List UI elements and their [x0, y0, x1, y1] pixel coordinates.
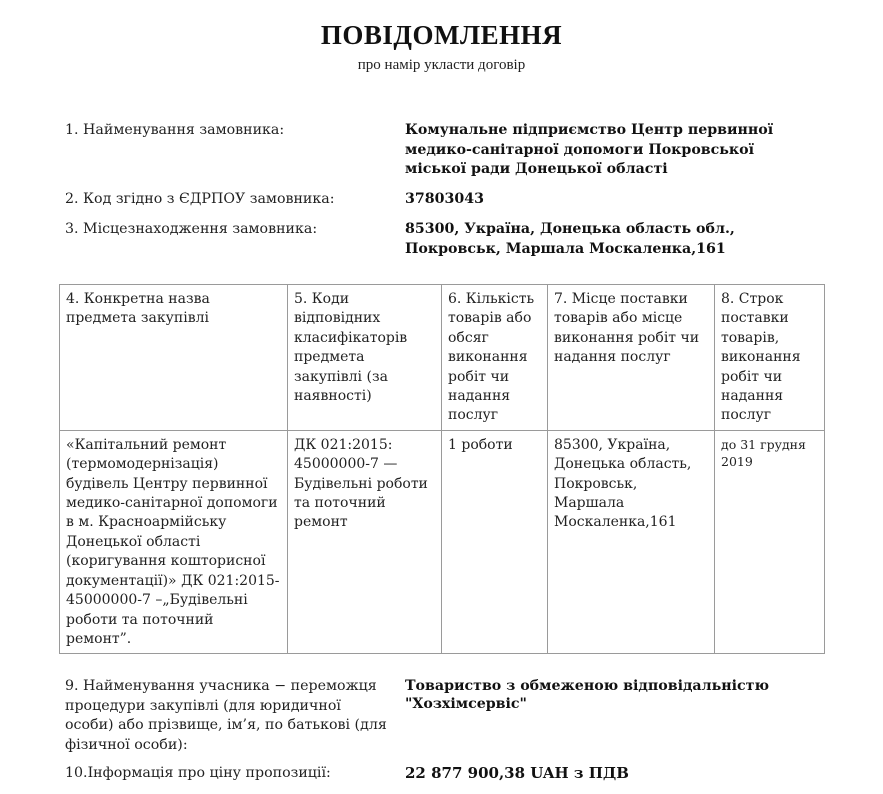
edrpou-value: 37803043: [405, 191, 484, 207]
winner-label: 9. Найменування учасника − переможця процедури закупівлі (для юридичної особи) або прізвище, ім’я, по батькові (для фізичної особи):: [65, 678, 387, 753]
cell-place: 85300, Україна, Донецька область, Покровськ, Маршала Москаленка,161: [548, 430, 715, 653]
cell-codes: ДК 021:2015: 45000000-7 — Будівельні роботи та поточний ремонт: [288, 430, 442, 653]
price-label: 10.Інформація про ціну пропозиції:: [65, 765, 331, 781]
header-quantity: 6. Кількість товарів або обсяг виконання робіт чи надання послуг: [442, 285, 548, 431]
cell-term: до 31 грудня 2019: [715, 430, 825, 653]
document-subtitle: про намір укласти договір: [357, 57, 526, 73]
cell-subject: «Капітальний ремонт (термомодернізація) будівель Центру первинної медико-санітарної допомоги в м. Красноармійську Донецької області (коригування кошторисної документації)» ДК 021:2015-45000000-7 –„Будівельні роботи та поточний ремонт”.: [60, 430, 288, 653]
header-subject: 4. Конкретна назва предмета закупівлі: [60, 285, 288, 431]
table-header-row: [60, 285, 825, 431]
header-term: 8. Строк поставки товарів, виконання робіт чи надання послуг: [715, 285, 825, 431]
customer-name-label: 1. Найменування замовника:: [65, 122, 285, 138]
header-place: 7. Місце поставки товарів або місце виконання робіт чи надання послуг: [548, 285, 715, 431]
customer-name-value: Комунальне підприємство Центр первинної медико-санітарної допомоги Покровської міської ради Донецької області: [405, 122, 774, 177]
location-value: 85300, Україна, Донецька область обл., Покровськ, Маршала Москаленка,161: [405, 221, 735, 257]
header-codes: 5. Коди відповідних класифікаторів предмета закупівлі (за наявності): [288, 285, 442, 431]
cell-quantity: 1 роботи: [442, 430, 548, 653]
document-title: ПОВІДОМЛЕННЯ: [320, 20, 563, 50]
price-value: 22 877 900,38 UAH з ПДВ: [405, 764, 629, 782]
table-row: [60, 430, 825, 653]
winner-value: Товариство з обмеженою відповідальністю "Хозхімсервіс": [405, 678, 769, 712]
procurement-table: [59, 284, 825, 654]
location-label: 3. Місцезнаходження замовника:: [65, 221, 318, 237]
edrpou-label: 2. Код згідно з ЄДРПОУ замовника:: [65, 191, 335, 207]
